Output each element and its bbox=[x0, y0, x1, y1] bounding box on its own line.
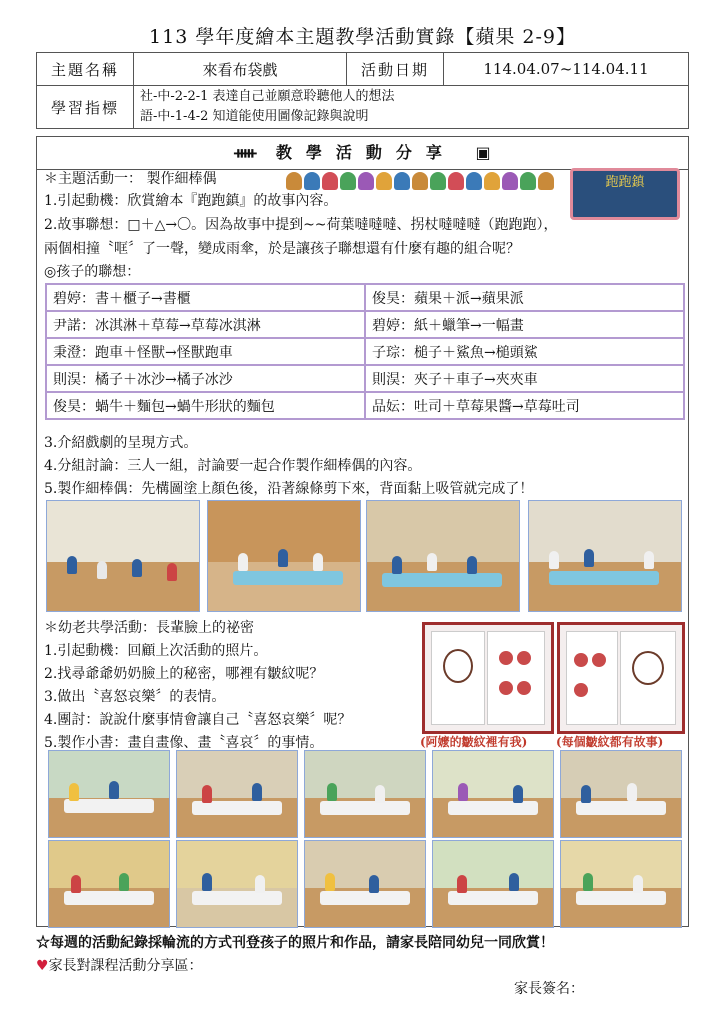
assoc-cell: 俊昊：蘋果＋派→蘋果派 bbox=[365, 284, 684, 311]
puppet-decoration-icon bbox=[286, 172, 556, 190]
activity2-heading: ＊幼老共學活動：長輩臉上的祕密 bbox=[44, 620, 254, 636]
student-work-image bbox=[557, 622, 685, 734]
assoc-cell: 秉澄：跑車＋怪獸→怪獸跑車 bbox=[46, 338, 365, 365]
table-row bbox=[46, 392, 684, 419]
activity-photo bbox=[304, 750, 426, 838]
activity-photo bbox=[176, 750, 298, 838]
activity2-step-2: 2.找尋爺爺奶奶臉上的秘密，哪裡有皺紋呢？ bbox=[44, 666, 324, 682]
page-title: 113 學年度繪本主題教學活動實錄【蘋果 2-9】 bbox=[149, 26, 576, 48]
assoc-cell: 則淏：夾子＋車子→夾夾車 bbox=[365, 365, 684, 392]
activity2-step-4: 4.團討：說說什麼事情會讓自己〝喜怒哀樂〞呢？ bbox=[44, 712, 352, 728]
assoc-heading: ◎孩子的聯想： bbox=[44, 264, 141, 280]
assoc-cell: 碧婷：紙＋蠟筆→一幅畫 bbox=[365, 311, 684, 338]
table-row bbox=[46, 311, 684, 338]
activity-photo bbox=[528, 500, 682, 612]
heart-icon: ♥ bbox=[36, 958, 49, 974]
activity2-step-1: 1.引起動機：回顧上次活動的照片。 bbox=[44, 643, 268, 659]
assoc-cell: 品妘：吐司＋草莓果醬→草莓吐司 bbox=[365, 392, 684, 419]
parent-share-area: ♥家長對課程活動分享區： bbox=[36, 958, 203, 974]
book-cover-image: 跑跑鎮 bbox=[570, 168, 680, 220]
share-heading: ᚔ 教學活動分享 ▣ bbox=[36, 136, 689, 170]
activity-photo bbox=[432, 840, 554, 928]
assoc-cell: 子琮：槌子＋鯊魚→槌頭鯊 bbox=[365, 338, 684, 365]
goal-2: 語-中-1-4-2 知道能使用圖像記錄與說明 bbox=[140, 109, 369, 124]
work-caption: (阿嬤的皺紋裡有我) bbox=[420, 735, 528, 749]
assoc-cell: 則淏：橘子＋冰沙→橘子冰沙 bbox=[46, 365, 365, 392]
theme-value: 來看布袋戲 bbox=[134, 53, 347, 86]
table-row bbox=[46, 338, 684, 365]
info-table bbox=[36, 52, 689, 129]
theme-label: 主題名稱 bbox=[37, 53, 134, 86]
parent-signature-label: 家長簽名： bbox=[514, 981, 584, 997]
table-row bbox=[46, 284, 684, 311]
assoc-cell: 尹諾：冰淇淋＋草莓→草莓冰淇淋 bbox=[46, 311, 365, 338]
activity2-step-3: 3.做出〝喜怒哀樂〞的表情。 bbox=[44, 689, 226, 705]
activity1-step-1: 1.引起動機：欣賞繪本『跑跑鎮』的故事內容。 bbox=[44, 193, 338, 209]
assoc-cell: 俊昊：蝸牛＋麵包→蝸牛形狀的麵包 bbox=[46, 392, 365, 419]
activity1-step-5: 5.製作細棒偶：先構圖塗上顏色後，沿著線條剪下來，背面黏上吸管就完成了！ bbox=[44, 481, 534, 497]
goals-cell bbox=[134, 86, 689, 129]
footer-note: ☆每週的活動紀錄採輪流的方式刊登孩子的照片和作品，請家長陪同幼兒一同欣賞！ bbox=[36, 935, 554, 951]
activity1-step-2-cont: 兩個相撞〝哐〞了一聲，變成雨傘，於是讓孩子聯想還有什麼有趣的組合呢？ bbox=[44, 241, 520, 257]
activity-photo bbox=[48, 840, 170, 928]
activity1-heading: ＊主題活動一： 製作細棒偶 bbox=[44, 171, 217, 187]
activity-photo bbox=[560, 840, 682, 928]
activity1-step-3: 3.介紹戲劇的呈現方式。 bbox=[44, 435, 198, 451]
people-icon: ᚔ bbox=[234, 143, 257, 162]
student-work-image bbox=[422, 622, 554, 734]
goals-label: 學習指標 bbox=[37, 86, 134, 129]
picture-icon: ▣ bbox=[475, 143, 491, 162]
date-label: 活動日期 bbox=[347, 53, 444, 86]
activity-photo bbox=[560, 750, 682, 838]
date-value: 114.04.07~114.04.11 bbox=[444, 53, 689, 86]
activity-photo bbox=[366, 500, 520, 612]
activity-photo bbox=[48, 750, 170, 838]
goal-1: 社-中-2-2-1 表達自己並願意聆聽他人的想法 bbox=[140, 89, 395, 104]
activity-photo bbox=[304, 840, 426, 928]
activity1-step-2: 2.故事聯想：□＋△→〇。因為故事中提到~~荷葉噠噠噠、拐杖噠噠噠（跑跑跑）， bbox=[44, 217, 558, 233]
activity-photo bbox=[46, 500, 200, 612]
activity-photo bbox=[176, 840, 298, 928]
activity-photo bbox=[207, 500, 361, 612]
assoc-cell: 碧婷：書＋櫃子→書櫃 bbox=[46, 284, 365, 311]
association-table bbox=[45, 283, 685, 420]
activity-photo bbox=[432, 750, 554, 838]
table-row bbox=[46, 365, 684, 392]
work-caption: (每個皺紋都有故事) bbox=[556, 735, 664, 749]
activity2-step-5: 5.製作小書：畫自畫像、畫〝喜哀〞的事情。 bbox=[44, 735, 324, 751]
activity1-step-4: 4.分組討論：三人一組，討論要一起合作製作細棒偶的內容。 bbox=[44, 458, 422, 474]
